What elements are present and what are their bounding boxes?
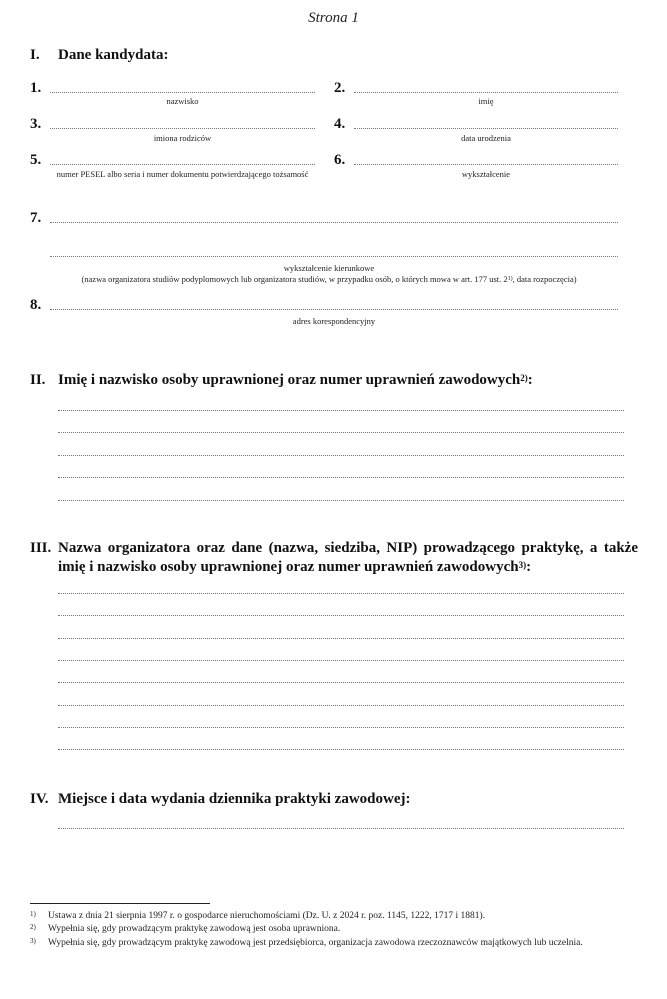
field-1-number: 1.: [30, 80, 42, 96]
section-4-title: Miejsce i data wydania dziennika praktyki zawodowej:: [58, 791, 411, 807]
section-3-title-line-2: [58, 558, 638, 577]
field-7-caption: wykształcenie kierunkowe: [283, 263, 375, 273]
field-7-input-line-2[interactable]: [50, 256, 618, 257]
section-3-input-line-6[interactable]: [58, 705, 624, 706]
section-3-input-line-2[interactable]: [58, 615, 624, 616]
field-7-caption-detail: [30, 274, 628, 285]
field-4-input[interactable]: [354, 128, 618, 129]
section-3-input-line-3[interactable]: [58, 638, 624, 639]
footnote-3-text: Wypełnia się, gdy prowadzącym praktykę zawodową jest przedsiębiorca, organizacja zawodowa rzeczoznawców majątkowych lub uczelnia.: [48, 938, 583, 948]
section-3-title-line-2-text: imię i nazwisko osoby uprawnionej oraz numer uprawnień zawodowych: [58, 559, 519, 575]
field-7-number: 7.: [30, 210, 42, 226]
field-7-caption-detail-text: (nazwa organizatora studiów podyplomowych lub organizatora studiów, w przypadku osób, o których mowa w art. 177 ust. 2: [81, 274, 508, 284]
field-4-number: 4.: [334, 116, 346, 132]
field-8-number: 8.: [30, 297, 42, 313]
field-3-number: 3.: [30, 116, 42, 132]
section-3-input-line-8[interactable]: [58, 749, 624, 750]
section-3-input-line-7[interactable]: [58, 727, 624, 728]
section-1-title: Dane kandydata:: [58, 47, 169, 63]
field-7-input-line-1[interactable]: [50, 222, 618, 223]
section-2-number: II.: [30, 372, 46, 388]
field-3-caption: imiona rodziców: [153, 133, 212, 143]
field-2-caption: imię: [478, 96, 494, 106]
section-3-input-line-4[interactable]: [58, 660, 624, 661]
section-2-input-line-1[interactable]: [58, 410, 624, 411]
field-2-input[interactable]: [354, 92, 618, 93]
footnote-ref-3: 3): [518, 560, 527, 570]
section-3-title-end: :: [526, 559, 532, 575]
field-7-caption-detail-end: , data rozpoczęcia): [512, 274, 577, 284]
section-3-title: [58, 539, 638, 577]
section-2-input-line-2[interactable]: [58, 432, 624, 433]
field-8-caption: adres korespondencyjny: [292, 316, 376, 326]
footnote-3: [30, 937, 630, 963]
footnote-1: [30, 910, 630, 923]
footnote-3-mark: 3): [30, 937, 36, 945]
field-1-input[interactable]: [50, 92, 315, 93]
section-2-input-line-3[interactable]: [58, 455, 624, 456]
section-3-number: III.: [30, 540, 52, 556]
section-3-title-line-1: Nazwa organizatora oraz dane (nazwa, siedziba, NIP) prowadzącego praktykę, a także: [58, 540, 638, 556]
section-2-input-line-4[interactable]: [58, 477, 624, 478]
field-4-caption: data urodzenia: [461, 133, 511, 143]
footnote-ref-2: 2): [520, 373, 528, 383]
footnote-2-text: Wypełnia się, gdy prowadzącym praktykę zawodową jest osoba uprawniona.: [48, 924, 341, 934]
section-3-input-line-1[interactable]: [58, 593, 624, 594]
field-5-caption: numer PESEL albo seria i numer dokumentu potwierdzającego tożsamość: [56, 169, 309, 179]
field-5-number: 5.: [30, 152, 42, 168]
footnote-2: [30, 923, 630, 936]
field-3-input[interactable]: [50, 128, 315, 129]
field-5-input[interactable]: [50, 164, 315, 165]
field-6-caption: wykształcenie: [461, 169, 511, 179]
field-2-number: 2.: [334, 80, 346, 96]
section-2-title-end: :: [527, 372, 533, 388]
field-8-input[interactable]: [50, 309, 618, 310]
section-4-input-line-1[interactable]: [58, 828, 624, 829]
footnote-2-mark: 2): [30, 923, 36, 931]
footnote-separator: [30, 903, 210, 904]
footnote-1-text: Ustawa z dnia 21 sierpnia 1997 r. o gospodarce nieruchomościami (Dz. U. z 2024 r. poz. 1145, 1222, 1717 i 1881).: [48, 911, 486, 921]
section-2-title-text: Imię i nazwisko osoby uprawnionej oraz numer uprawnień zawodowych: [58, 372, 521, 388]
footnote-1-mark: 1): [30, 910, 36, 918]
field-6-number: 6.: [334, 152, 346, 168]
field-6-input[interactable]: [354, 164, 618, 165]
field-1-caption: nazwisko: [166, 96, 199, 106]
section-3-input-line-5[interactable]: [58, 682, 624, 683]
section-1-number: I.: [30, 47, 40, 63]
section-2-title: [58, 371, 533, 390]
section-4-number: IV.: [30, 791, 49, 807]
section-2-input-line-5[interactable]: [58, 500, 624, 501]
footnote-ref-1: 1): [507, 276, 513, 282]
page-title: Strona 1: [308, 10, 359, 26]
